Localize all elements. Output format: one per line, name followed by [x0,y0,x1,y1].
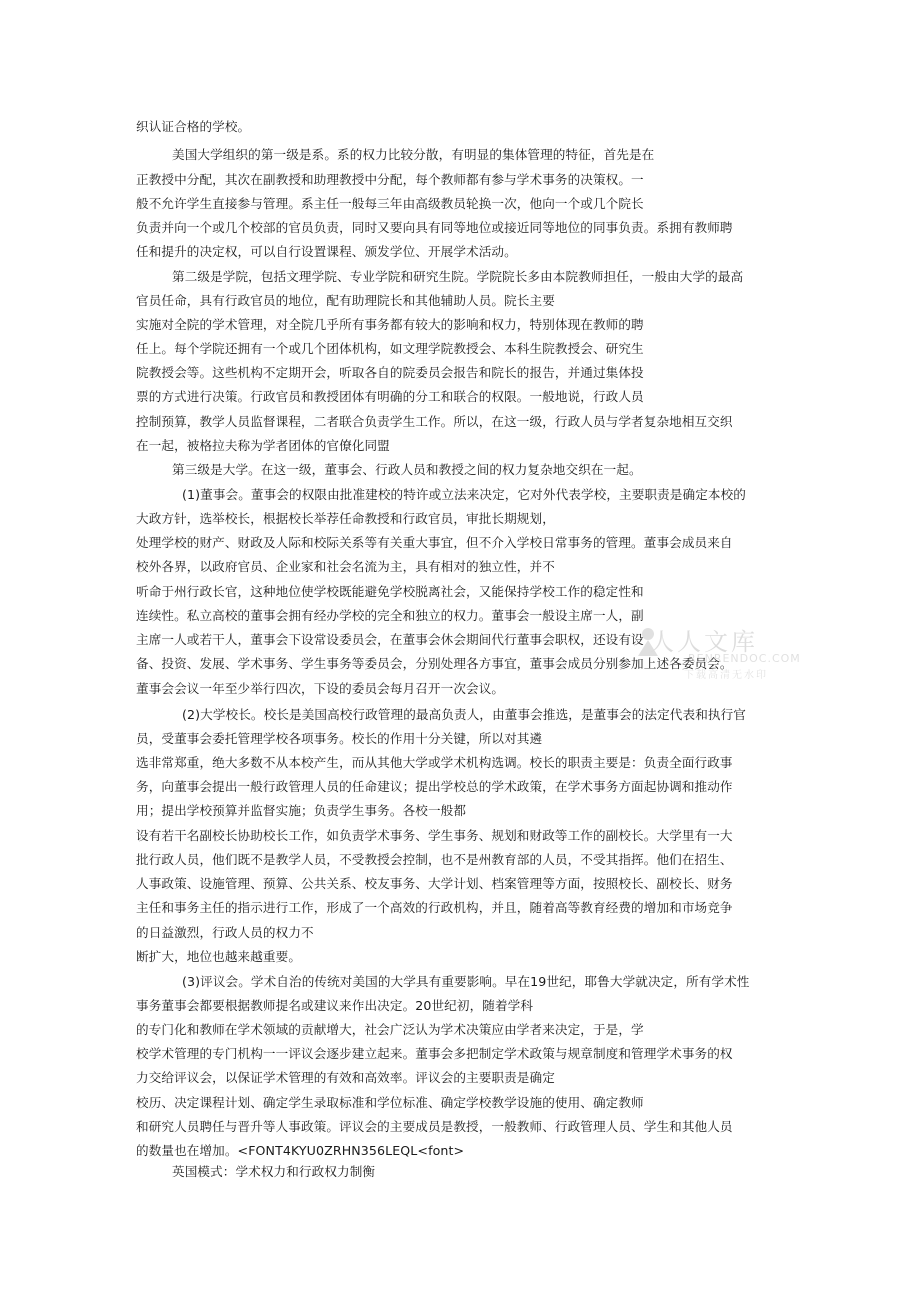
text-line: 官员任命，具有行政官员的地位，配有助理院长和其他辅助人员。院长主要 [136,293,555,308]
text-line: 备、投资、发展、学术事务、学生事务等委员会，分别处理各方事宜，董事会成员分别参加上述各委员会。 [136,656,733,671]
text-line: 般不允许学生直接参与管理。系主任一般每三年由高级教员轮换一次，他向一个或几个院长 [136,196,644,211]
text-line: 票的方式进行决策。行政官员和教授团体有明确的分工和联合的权限。一般地说，行政人员 [136,389,644,404]
section-heading: 英国模式：学术权力和行政权力制衡 [172,1164,376,1179]
text-line: 主席一人或若干人，董事会下设常设委员会，在董事会休会期间代行董事会职权，还设有设 [136,632,644,647]
text-line: 的日益激烈，行政人员的权力不 [136,925,314,940]
text-line: 务，向董事会提出一般行政管理人员的任命建议；提出学校总的学术政策，在学术事务方面起协调和推动作 [136,779,733,794]
text-line: 的数量也在增加。<FONT4KYU0ZRHN356LEQL<font> [136,1143,465,1158]
watermark-domain: RENRENDOC.COM [688,652,801,665]
text-line: 处理学校的财产、财政及人际和校际关系等有关重大事宜，但不介入学校日常事务的管理。董事会成员来自 [136,535,733,550]
text-line: 大政方针，选举校长，根据校长举荐任命教授和行政官员，审批长期规划， [136,511,555,526]
text-line: 选非常郑重，绝大多数不从本校产生，而从其他大学或学术机构选调。校长的职责主要是：负责全面行政事 [136,755,733,770]
text-line: 和研究人员聘任与晋升等人事政策。评议会的主要成员是教授，一般教师、行政管理人员、学生和其他人员 [136,1119,733,1134]
text-line: 校学术管理的专门机构一一评议会逐步建立起来。董事会多把制定学术政策与规章制度和管理学术事务的权 [136,1046,733,1061]
text-line: 织认证合格的学校。 [136,119,251,134]
text-line: 院教授会等。这些机构不定期开会，听取各自的院委员会报告和院长的报告，并通过集体投 [136,365,644,380]
text-line: 在一起，被格拉夫称为学者团体的官僚化同盟 [136,438,390,453]
text-line: 人事政策、设施管理、预算、公共关系、校友事务、大学计划、档案管理等方面，按照校长、副校长、财务 [136,876,733,891]
text-line: 连续性。私立高校的董事会拥有经办学校的完全和独立的权力。董事会一般设主席一人，副 [136,608,644,623]
text-line: 设有若干名副校长协助校长工作，如负责学术事务、学生事务、规划和财政等工作的副校长。大学里有一大 [136,828,733,843]
text-line: 用；提出学校预算并监督实施；负责学生事务。各校一般都 [136,803,467,818]
text-line: 正教授中分配，其次在副教授和助理教授中分配，每个教师都有参与学术事务的决策权。一 [136,172,644,187]
text-line: 校历、决定课程计划、确定学生录取标准和学位标准、确定学校教学设施的使用、确定教师 [136,1095,644,1110]
text-line: 实施对全院的学术管理，对全院几乎所有事务都有较大的影响和权力，特别体现在教师的聘 [136,317,644,332]
text-line: 断扩大，地位也越来越重要。 [136,949,302,964]
text-line: 主任和事务主任的指示进行工作，形成了一个高效的行政机构，并且，随着高等教育经费的增加和市场竞争 [136,900,733,915]
text-line: 任上。每个学院还拥有一个或几个团体机构，如文理学院教授会、本科生院教授会、研究生 [136,341,644,356]
paragraph-first-line: (2)大学校长。校长是美国高校行政管理的最高负责人，由董事会推选，是董事会的法定代表和执行官 [182,707,746,722]
text-line: 任和提升的决定权，可以自行设置课程、颁发学位、开展学术活动。 [136,244,517,259]
text-line: 事务董事会都要根据教师提名或建议来作出决定。20世纪初，随着学科 [136,998,534,1013]
paragraph-first-line: 美国大学组织的第一级是系。系的权力比较分散，有明显的集体管理的特征，首先是在 [172,147,655,162]
text-line: 校外各界，以政府官员、企业家和社会名流为主，具有相对的独立性，并不 [136,559,555,574]
watermark [636,622,801,684]
watermark-slogan: 下载高清无水印 [684,670,768,681]
text-line: 董事会会议一年至少举行四次，下设的委员会每月召开一次会议。 [136,681,505,696]
paragraph-first-line: (1)董事会。董事会的权限由批准建校的特许或立法来决定，它对外代表学校，主要职责是确定本校的 [182,487,746,502]
text-line: 的专门化和教师在学术领域的贡献增大，社会广泛认为学术决策应由学者来决定，于是，学 [136,1022,644,1037]
paragraph-first-line: 第三级是大学。在这一级，董事会、行政人员和教授之间的权力复杂地交织在一起。 [172,462,642,477]
text-line: 批行政人员，他们既不是教学人员，不受教授会控制，也不是州教育部的人员，不受其指挥。他们在招生、 [136,852,733,867]
text-line: 负责并向一个或几个校部的官员负责，同时又要向具有同等地位或接近同等地位的同事负责。系拥有教师聘 [136,220,733,235]
paragraph-first-line: (3)评议会。学术自治的传统对美国的大学具有重要影响。早在19世纪，耶鲁大学就决定，所有学术性 [182,974,750,989]
text-line: 员，受董事会委托管理学校各项事务。校长的作用十分关键，所以对其遴 [136,731,543,746]
text-line: 听命于州行政长官，这种地位使学校既能避免学校脱离社会，又能保持学校工作的稳定性和 [136,584,644,599]
watermark-title: 人人文库 [650,628,758,656]
paragraph-first-line: 第二级是学院，包括文理学院、专业学院和研究生院。学院院长多由本院教师担任，一般由大学的最高 [172,269,744,284]
text-line: 控制预算，教学人员监督课程，二者联合负责学生工作。所以，在这一级，行政人员与学者复杂地相互交织 [136,414,733,429]
text-line: 力交给评议会，以保证学术管理的有效和高效率。评议会的主要职责是确定 [136,1070,555,1085]
